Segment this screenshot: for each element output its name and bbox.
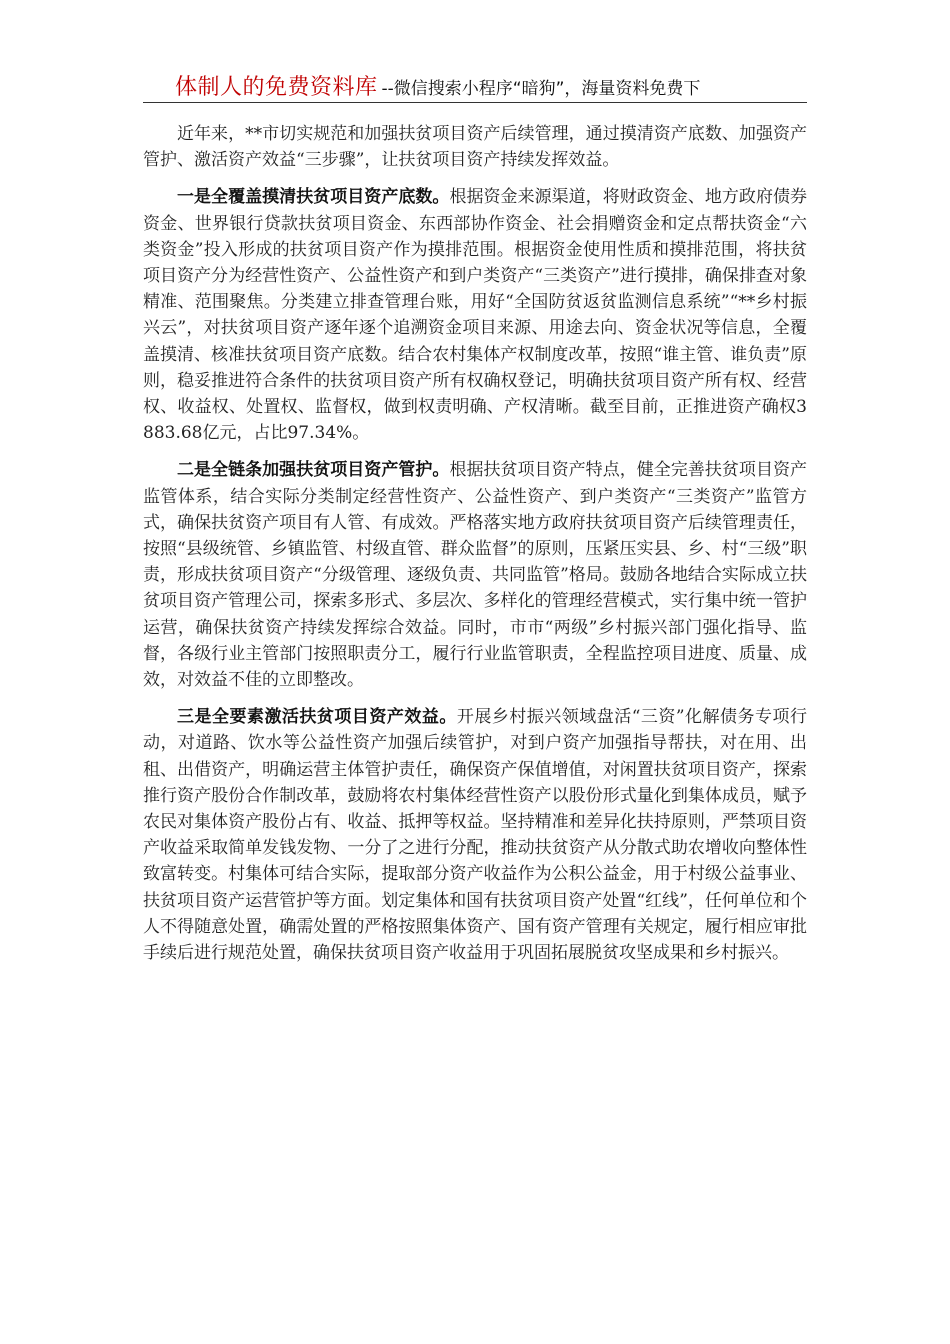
paragraph-lead: 三是全要素激活扶贫项目资产效益。 [177,707,457,728]
section-paragraph-1 [143,184,807,446]
intro-paragraph [143,121,807,173]
paragraph-lead: 二是全链条加强扶贫项目资产管护。 [177,460,450,481]
header-brand: 体制人的免费资料库 [175,75,378,100]
article-body [143,121,807,977]
paragraph-lead: 一是全覆盖摸清扶贫项目资产底数。 [177,187,450,208]
paragraph-text: 近年来，**市切实规范和加强扶贫项目资产后续管理，通过摸清资产底数、加强资产管护、激活资产效益“三步骤”，让扶贫项目资产持续发挥效益。 [143,124,807,171]
paragraph-text: 根据扶贫项目资产特点，健全完善扶贫项目资产监管体系，结合实际分类制定经营性资产、公益性资产、到户类资产“三类资产”监管方式，确保扶贫资产项目有人管、有成效。严格落实地方政府扶贫项目资产后续管理责任，按照“县级统管、乡镇监管、村级直管、群众监督”的原则，压紧压实县、乡、村“三级”职责，形成扶贫项目资产“分级管理、逐级负责、共同监管”格局。鼓励各地结合实际成立扶贫项目资产管理公司，探索多形式、多层次、多样化的管理经营模式，实行集中统一管护运营，确保扶贫资产持续发挥综合效益。同时，市市“两级”乡村振兴部门强化指导、监督，各级行业主管部门按照职责分工，履行行业监管职责，全程监控项目进度、质量、成效，对效益不佳的立即整改。 [143,460,808,691]
section-paragraph-2 [143,457,807,693]
header-slogan: --微信搜索小程序“暗狗”，海量资料免费下 [381,79,701,99]
paragraph-text: 开展乡村振兴领域盘活“三资”化解债务专项行动，对道路、饮水等公益性资产加强后续管护，对到户资产加强指导帮扶，对在用、出租、出借资产，明确运营主体管护责任，确保资产保值增值，对闲置扶贫项目资产，探索推行资产股份合作制改革，鼓励将农村集体经营性资产以股份形式量化到集体成员，赋予农民对集体资产股份占有、收益、抵押等权益。坚持精准和差异化扶持原则，严禁项目资产收益采取简单发钱发物、一分了之进行分配，推动扶贫资产从分散式助农增收向整体性致富转变。村集体可结合实际，提取部分资产收益作为公积公益金，用于村级公益事业、扶贫项目资产运营管护等方面。划定集体和国有扶贫项目资产处置“红线”，任何单位和个人不得随意处置，确需处置的严格按照集体资产、国有资产管理有关规定，履行相应审批手续后进行规范处置，确保扶贫项目资产收益用于巩固拓展脱贫攻坚成果和乡村振兴。 [143,707,807,964]
section-paragraph-3 [143,704,807,966]
paragraph-text: 根据资金来源渠道，将财政资金、地方政府债券资金、世界银行贷款扶贫项目资金、东西部协作资金、社会捐赠资金和定点帮扶资金“六类资金”投入形成的扶贫项目资产作为摸排范围。根据资金使用性质和摸排范围，将扶贫项目资产分为经营性资产、公益性资产和到户类资产“三类资产”进行摸排，确保排查对象精准、范围聚焦。分类建立排查管理台账，用好“全国防贫返贫监测信息系统”“**乡村振兴云”，对扶贫项目资产逐年逐个追溯资金项目来源、用途去向、资金状况等信息，全覆盖摸清、核准扶贫项目资产底数。结合农村集体产权制度改革，按照“谁主管、谁负责”原则，稳妥推进符合条件的扶贫项目资产所有权确权登记，明确扶贫项目资产所有权、经营权、收益权、处置权、监督权，做到权责明确、产权清晰。截至目前，正推进资产确权3883.68亿元，占比97.34%。 [143,187,808,444]
page-header [143,70,807,103]
